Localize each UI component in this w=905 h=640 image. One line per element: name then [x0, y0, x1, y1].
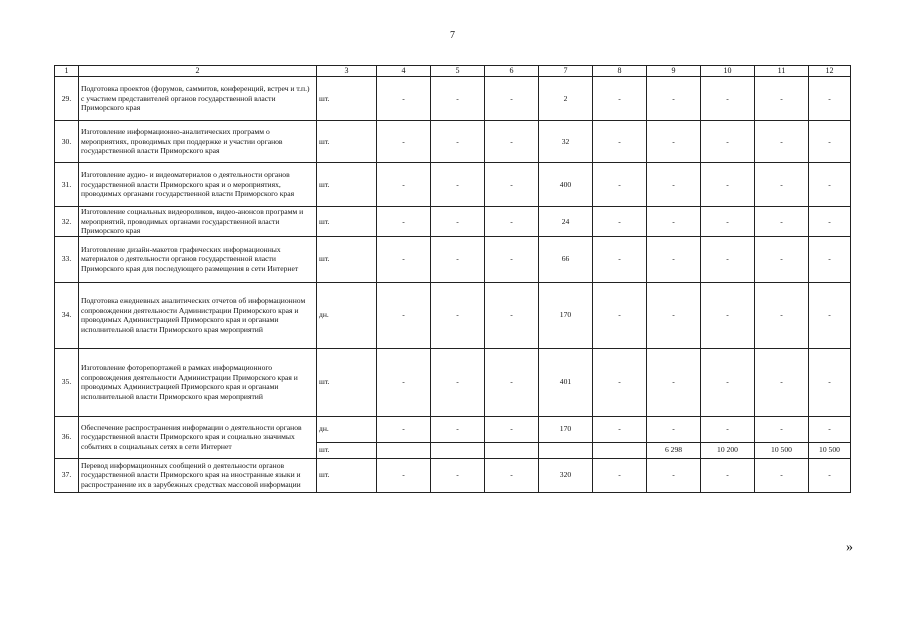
header-cell: 10	[701, 66, 755, 77]
row-description: Перевод информационных сообщений о деятельности органов государственной власти Приморского края на иностранные языки и распространение их в зарубежных средствах массовой информации	[79, 458, 317, 492]
row-description: Изготовление социальных видеороликов, видео-анонсов программ и мероприятий, проводимых органами государственной власти Приморского края	[79, 207, 317, 237]
row-value: -	[701, 207, 755, 237]
row-description: Подготовка ежедневных аналитических отчетов об информационном сопровождении деятельности Администрации Приморского края и проводимых Администрацией Приморского края и органами исполнительной власти Приморского края мероприятий	[79, 282, 317, 348]
row-value: -	[485, 348, 539, 416]
row-value: -	[809, 416, 851, 442]
row-value: -	[485, 163, 539, 207]
row-value: -	[377, 458, 431, 492]
row-unit: шт.	[317, 348, 377, 416]
row-value: -	[431, 416, 485, 442]
row-value: -	[431, 282, 485, 348]
header-cell: 4	[377, 66, 431, 77]
row-value: -	[593, 121, 647, 163]
row-value: -	[431, 77, 485, 121]
row-value: -	[485, 416, 539, 442]
row-value	[593, 442, 647, 458]
row-value: -	[377, 236, 431, 282]
row-value: -	[377, 348, 431, 416]
row-value: 2	[539, 77, 593, 121]
row-value: -	[647, 282, 701, 348]
row-value: -	[809, 77, 851, 121]
row-value: 401	[539, 348, 593, 416]
header-cell: 7	[539, 66, 593, 77]
row-value: -	[809, 458, 851, 492]
row-value: -	[431, 236, 485, 282]
row-value: -	[593, 77, 647, 121]
header-cell: 1	[55, 66, 79, 77]
row-value: 24	[539, 207, 593, 237]
row-value	[539, 442, 593, 458]
row-unit: дн.	[317, 282, 377, 348]
row-value: -	[377, 77, 431, 121]
row-value: -	[593, 236, 647, 282]
row-number: 31.	[55, 163, 79, 207]
header-cell: 2	[79, 66, 317, 77]
row-unit: шт.	[317, 207, 377, 237]
table-row	[55, 163, 851, 207]
row-number: 36.	[55, 416, 79, 458]
table-row	[55, 236, 851, 282]
row-value: -	[485, 236, 539, 282]
row-number: 29.	[55, 77, 79, 121]
row-description: Изготовление фоторепортажей в рамках информационного сопровождения деятельности Администрации Приморского края и проводимых Администрацией Приморского края и органами исполнительной власти Приморского края мероприятий	[79, 348, 317, 416]
row-value: -	[809, 163, 851, 207]
row-value	[485, 442, 539, 458]
row-value: -	[755, 121, 809, 163]
row-value: -	[647, 77, 701, 121]
row-value: -	[701, 121, 755, 163]
row-value: -	[701, 458, 755, 492]
header-cell: 3	[317, 66, 377, 77]
row-value: -	[647, 121, 701, 163]
continuation-mark: »	[846, 540, 853, 555]
table-row	[55, 77, 851, 121]
row-value: -	[755, 282, 809, 348]
row-value	[431, 442, 485, 458]
row-value: 32	[539, 121, 593, 163]
row-unit: шт.	[317, 442, 377, 458]
row-unit: шт.	[317, 163, 377, 207]
row-value: -	[701, 416, 755, 442]
data-table	[54, 65, 851, 493]
row-number: 37.	[55, 458, 79, 492]
row-unit: шт.	[317, 236, 377, 282]
row-value: -	[809, 207, 851, 237]
row-value: -	[377, 207, 431, 237]
row-value	[377, 442, 431, 458]
row-value: -	[485, 458, 539, 492]
row-value: -	[755, 207, 809, 237]
header-cell: 11	[755, 66, 809, 77]
row-value: -	[755, 416, 809, 442]
row-number: 34.	[55, 282, 79, 348]
row-value: -	[647, 207, 701, 237]
row-value: -	[593, 163, 647, 207]
row-value: -	[701, 236, 755, 282]
row-value: -	[377, 121, 431, 163]
row-value: -	[755, 458, 809, 492]
table-row	[55, 416, 851, 442]
row-value: -	[809, 348, 851, 416]
row-number: 35.	[55, 348, 79, 416]
row-value: -	[701, 163, 755, 207]
row-value: 400	[539, 163, 593, 207]
row-value: -	[593, 282, 647, 348]
table-row	[55, 348, 851, 416]
row-description: Подготовка проектов (форумов, саммитов, конференций, встреч и т.п.) с участием представителей органов государственной власти Приморского края	[79, 77, 317, 121]
row-number: 32.	[55, 207, 79, 237]
row-value: -	[431, 348, 485, 416]
row-value: -	[701, 348, 755, 416]
row-value: -	[647, 163, 701, 207]
row-value: 10 200	[701, 442, 755, 458]
row-value: 66	[539, 236, 593, 282]
row-value: -	[377, 163, 431, 207]
row-value: -	[485, 77, 539, 121]
row-value: -	[593, 458, 647, 492]
row-value: -	[755, 348, 809, 416]
header-row	[55, 66, 851, 77]
row-number: 33.	[55, 236, 79, 282]
row-value: -	[593, 416, 647, 442]
table-row	[55, 121, 851, 163]
row-value: -	[809, 236, 851, 282]
row-value: -	[485, 207, 539, 237]
row-value: 170	[539, 416, 593, 442]
row-value: -	[377, 416, 431, 442]
row-value: -	[431, 207, 485, 237]
row-value: -	[809, 282, 851, 348]
page-number: 7	[450, 30, 455, 41]
row-description: Обеспечение распространения информации о деятельности органов государственной власти Приморского края и социально значимых событиях в социальных сетях в сети Интернет	[79, 416, 317, 458]
row-value: 6 298	[647, 442, 701, 458]
row-value: -	[755, 163, 809, 207]
row-value: -	[647, 458, 701, 492]
row-value: -	[431, 121, 485, 163]
row-unit: шт.	[317, 77, 377, 121]
header-cell: 9	[647, 66, 701, 77]
row-value: -	[593, 348, 647, 416]
row-value: -	[593, 207, 647, 237]
row-unit: шт.	[317, 458, 377, 492]
header-cell: 12	[809, 66, 851, 77]
row-value: 320	[539, 458, 593, 492]
row-value: -	[485, 121, 539, 163]
header-cell: 5	[431, 66, 485, 77]
row-value: -	[377, 282, 431, 348]
table-body	[55, 66, 851, 493]
row-value: -	[701, 282, 755, 348]
row-description: Изготовление аудио- и видеоматериалов о деятельности органов государственной власти Приморского края и о мероприятиях, проводимых органами государственной власти Приморского края	[79, 163, 317, 207]
row-value: -	[431, 163, 485, 207]
row-number: 30.	[55, 121, 79, 163]
row-value: -	[431, 458, 485, 492]
table-row	[55, 458, 851, 492]
row-value: 10 500	[809, 442, 851, 458]
row-value: -	[647, 416, 701, 442]
row-value: -	[647, 236, 701, 282]
row-value: 170	[539, 282, 593, 348]
row-description: Изготовление информационно-аналитических программ о мероприятиях, проводимых при поддержке и участии органов государственной власти Приморского края	[79, 121, 317, 163]
row-unit: шт.	[317, 121, 377, 163]
row-value: -	[701, 77, 755, 121]
header-cell: 6	[485, 66, 539, 77]
row-value: -	[809, 121, 851, 163]
table-row	[55, 207, 851, 237]
table-row	[55, 282, 851, 348]
row-value: -	[755, 236, 809, 282]
header-cell: 8	[593, 66, 647, 77]
row-value: -	[485, 282, 539, 348]
row-value: -	[647, 348, 701, 416]
row-description: Изготовление дизайн-макетов графических информационных материалов о деятельности органов государственной власти Приморского края для последующего размещения в сети Интернет	[79, 236, 317, 282]
row-value: 10 500	[755, 442, 809, 458]
row-unit: дн.	[317, 416, 377, 442]
row-value: -	[755, 77, 809, 121]
